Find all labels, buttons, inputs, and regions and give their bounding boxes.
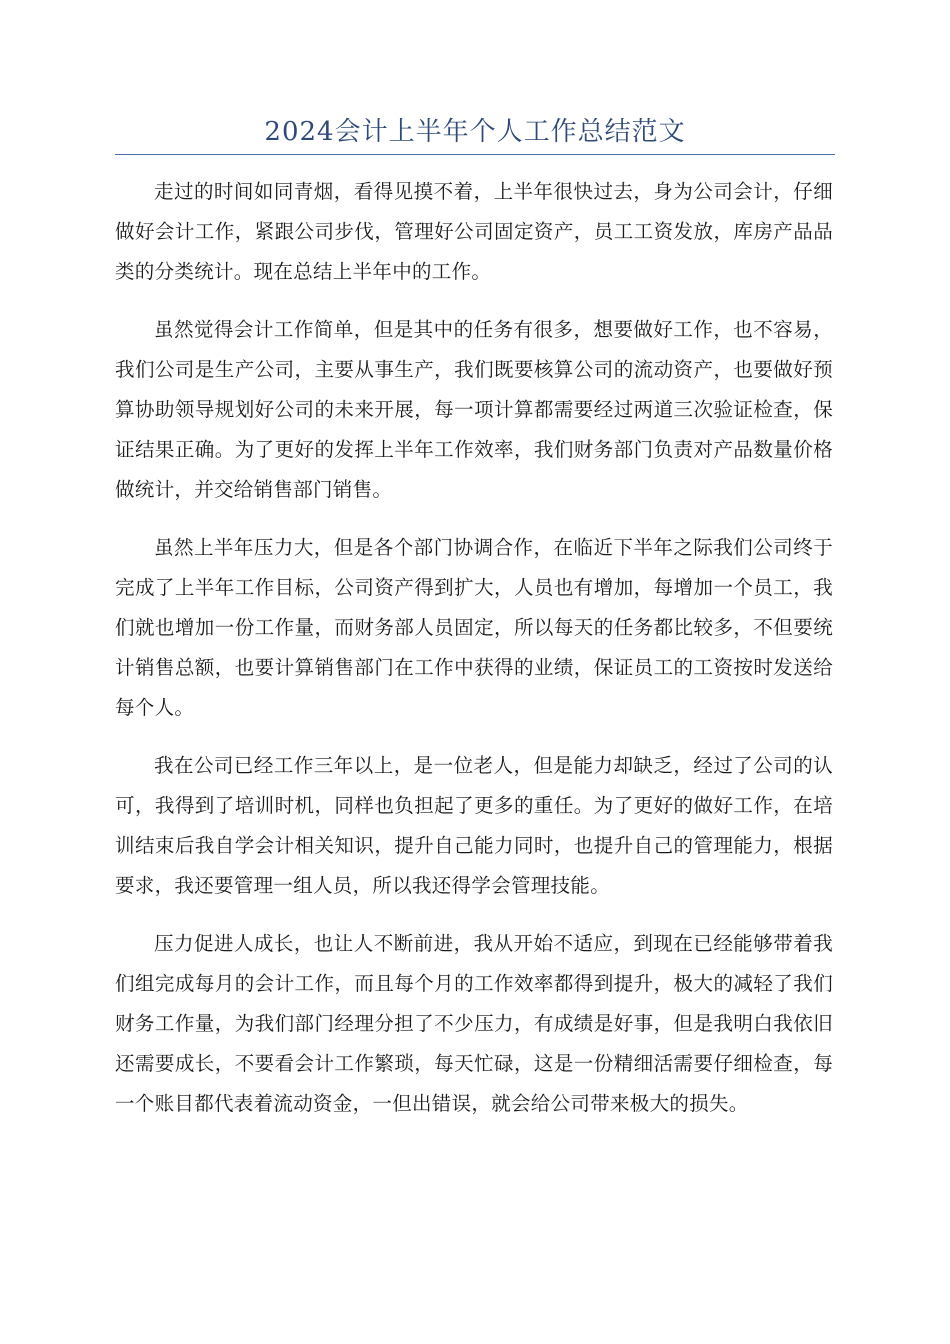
paragraph-3: 虽然上半年压力大，但是各个部门协调合作，在临近下半年之际我们公司终于完成了上半年工作目标，公司资产得到扩大，人员也有增加，每增加一个员工，我们就也增加一份工作量，而财务部人员固定，所以每天的任务都比较多，不但要统计销售总额，也要计算销售部门在工作中获得的业绩，保证员工的工资按时发送给每个人。 [115, 536, 833, 719]
paragraph-5: 压力促进人成长，也让人不断前进，我从开始不适应，到现在已经能够带着我们组完成每月的会计工作，而且每个月的工作效率都得到提升，极大的减轻了我们财务工作量，为我们部门经理分担了不少压力，有成绩是好事，但是我明白我依旧还需要成长，不要看会计工作繁琐，每天忙碌，这是一份精细活需要仔细检查，每一个账目都代表着流动资金，一但出错误，就会给公司带来极大的损失。 [115, 932, 833, 1115]
paragraph-1: 走过的时间如同青烟，看得见摸不着，上半年很快过去，身为公司会计，仔细做好会计工作，紧跟公司步伐，管理好公司固定资产，员工工资发放，库房产品品类的分类统计。现在总结上半年中的工作。 [115, 180, 833, 283]
document-body [115, 172, 833, 1142]
paragraph-2: 虽然觉得会计工作简单，但是其中的任务有很多，想要做好工作，也不容易，我们公司是生产公司，主要从事生产，我们既要核算公司的流动资产，也要做好预算协助领导规划好公司的未来开展，每一项计算都需要经过两道三次验证检查，保证结果正确。为了更好的发挥上半年工作效率，我们财务部门负责对产品数量价格做统计，并交给销售部门销售。 [115, 318, 833, 501]
paragraph-4: 我在公司已经工作三年以上，是一位老人，但是能力却缺乏，经过了公司的认可，我得到了培训时机，同样也负担起了更多的重任。为了更好的做好工作，在培训结束后我自学会计相关知识，提升自己能力同时，也提升自己的管理能力，根据要求，我还要管理一组人员，所以我还得学会管理技能。 [115, 754, 833, 897]
title-underline [115, 154, 835, 155]
document-title: 2024会计上半年个人工作总结范文 [264, 117, 686, 147]
